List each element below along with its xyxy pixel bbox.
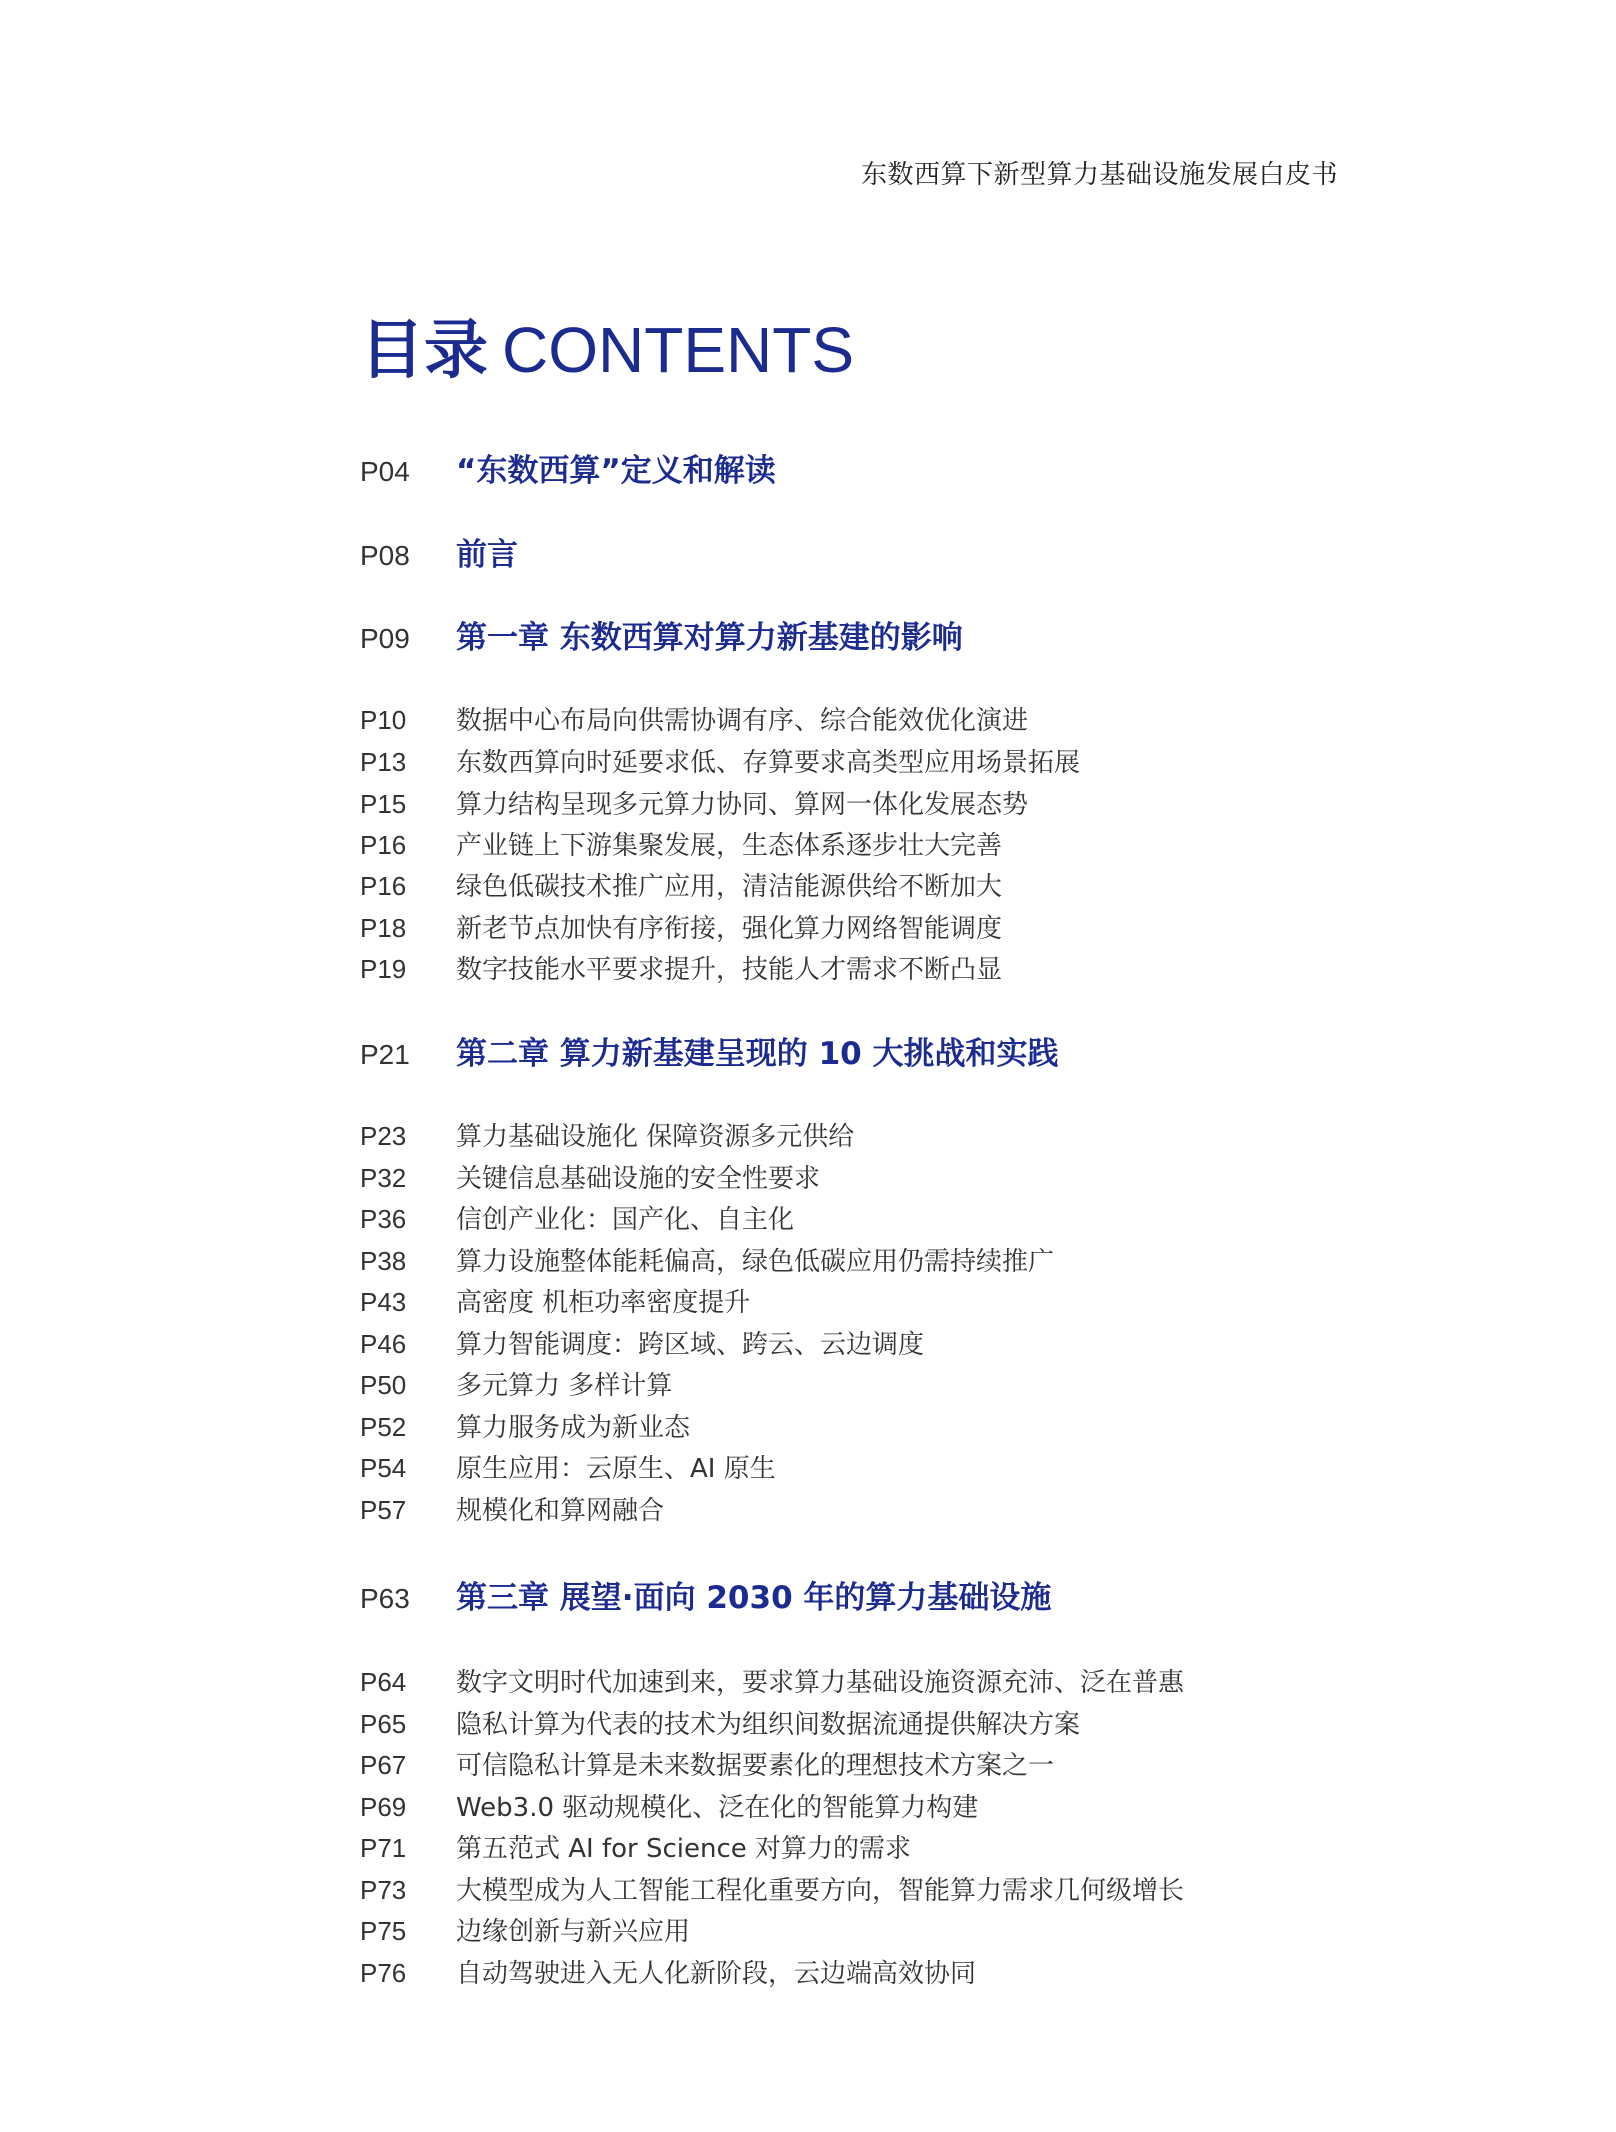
toc-page-number: P04 (360, 456, 410, 487)
toc-entry[interactable] (360, 1116, 854, 1156)
toc-entry-chapter-1[interactable] (360, 618, 963, 658)
toc-entry-title: 关键信息基础设施的安全性要求 (456, 1164, 821, 1194)
toc-page-number: P18 (360, 913, 407, 943)
toc-entry[interactable] (360, 1282, 750, 1322)
toc-title-en: CONTENTS (502, 314, 854, 386)
toc-entry-chapter-2[interactable] (360, 1034, 1059, 1074)
toc-page-number: P13 (360, 747, 407, 777)
toc-page-number: P69 (360, 1792, 407, 1822)
toc-entry[interactable] (360, 1745, 1054, 1785)
toc-page-number: P76 (360, 1958, 407, 1988)
toc-page-number: P73 (360, 1875, 407, 1905)
toc-page-number: P23 (360, 1121, 407, 1151)
toc-entry-preface[interactable] (360, 535, 518, 575)
toc-page-number: P15 (360, 789, 407, 819)
toc-entry-title: 隐私计算为代表的技术为组织间数据流通提供解决方案 (456, 1710, 1081, 1740)
toc-entry-title: 数字文明时代加速到来，要求算力基础设施资源充沛、泛在普惠 (456, 1668, 1185, 1698)
toc-entry[interactable] (360, 825, 1002, 865)
toc-entry[interactable] (360, 1199, 794, 1239)
toc-entry[interactable] (360, 784, 1028, 824)
toc-page-number: P32 (360, 1163, 407, 1193)
toc-page-number: P43 (360, 1287, 407, 1317)
toc-entry-title: 信创产业化：国产化、自主化 (456, 1205, 795, 1235)
toc-page-number: P50 (360, 1370, 407, 1400)
toc-page-number: P64 (360, 1667, 407, 1697)
toc-entry[interactable] (360, 908, 1002, 948)
toc-page-number: P67 (360, 1750, 407, 1780)
toc-entry[interactable] (360, 1704, 1080, 1744)
toc-entry[interactable] (360, 1158, 820, 1198)
toc-page-number: P19 (360, 954, 407, 984)
toc-entry-title: 自动驾驶进入无人化新阶段，云边端高效协同 (456, 1959, 977, 1989)
toc-page-number: P09 (360, 623, 410, 654)
toc-entry-title: 新老节点加快有序衔接，强化算力网络智能调度 (456, 914, 1003, 944)
toc-entry-title: 多元算力 多样计算 (456, 1371, 673, 1401)
toc-entry[interactable] (360, 1448, 776, 1488)
toc-entry-title: 规模化和算网融合 (456, 1496, 665, 1526)
toc-entry-title: 算力基础设施化 保障资源多元供给 (456, 1122, 855, 1152)
toc-entry-chapter-3[interactable] (360, 1578, 1051, 1618)
toc-entry-title: 边缘创新与新兴应用 (456, 1917, 691, 1947)
toc-entry-title: Web3.0 驱动规模化、泛在化的智能算力构建 (456, 1793, 979, 1823)
toc-entry-title: 绿色低碳技术推广应用，清洁能源供给不断加大 (456, 872, 1003, 902)
toc-entry-title: 产业链上下游集聚发展，生态体系逐步壮大完善 (456, 831, 1003, 861)
toc-title-zh: 目录 (360, 314, 488, 388)
toc-page-number: P16 (360, 830, 407, 860)
toc-page-number: P71 (360, 1833, 407, 1863)
toc-page-number: P57 (360, 1495, 407, 1525)
toc-entry-title: 大模型成为人工智能工程化重要方向，智能算力需求几何级增长 (456, 1876, 1185, 1906)
toc-entry[interactable] (360, 1911, 690, 1951)
toc-entry-title: 算力设施整体能耗偏高，绿色低碳应用仍需持续推广 (456, 1247, 1055, 1277)
toc-page-number: P38 (360, 1246, 407, 1276)
toc-page-number: P63 (360, 1583, 410, 1614)
toc-page-number: P52 (360, 1412, 407, 1442)
toc-entry-title: 第二章 算力新基建呈现的 10 大挑战和实践 (456, 1036, 1059, 1072)
toc-page-number: P54 (360, 1453, 407, 1483)
toc-entry-title: 算力服务成为新业态 (456, 1413, 691, 1443)
toc-page-number: P21 (360, 1039, 410, 1070)
toc-entry[interactable] (360, 1787, 978, 1827)
toc-entry-title: 原生应用：云原生、AI 原生 (456, 1454, 776, 1484)
toc-page-number: P36 (360, 1204, 407, 1234)
toc-entry-title: 前言 (456, 537, 518, 573)
toc-entry[interactable] (360, 1324, 924, 1364)
toc-entry[interactable] (360, 866, 1002, 906)
toc-entry-title: 高密度 机柜功率密度提升 (456, 1288, 751, 1318)
toc-page-number: P10 (360, 705, 407, 735)
toc-entry[interactable] (360, 700, 1028, 740)
toc-entry-definition[interactable] (360, 451, 776, 491)
toc-entry-title: 东数西算向时延要求低、存算要求高类型应用场景拓展 (456, 748, 1081, 778)
toc-entry[interactable] (360, 1662, 1184, 1702)
toc-entry-title: 第五范式 AI for Science 对算力的需求 (456, 1834, 912, 1864)
toc-entry-title: 可信隐私计算是未来数据要素化的理想技术方案之一 (456, 1751, 1055, 1781)
toc-entry[interactable] (360, 1365, 672, 1405)
toc-page-number: P46 (360, 1329, 407, 1359)
running-header: 东数西算下新型算力基础设施发展白皮书 (860, 160, 1338, 190)
toc-entry-title: 算力智能调度：跨区域、跨云、云边调度 (456, 1330, 925, 1360)
toc-entry[interactable] (360, 1407, 690, 1447)
toc-page-number: P16 (360, 871, 407, 901)
toc-entry-title: “东数西算”定义和解读 (456, 453, 776, 489)
toc-entry-title: 第三章 展望·面向 2030 年的算力基础设施 (456, 1580, 1052, 1616)
toc-page-number: P65 (360, 1709, 407, 1739)
toc-entry[interactable] (360, 1828, 911, 1868)
toc-entry[interactable] (360, 1241, 1054, 1281)
toc-page-number: P08 (360, 540, 410, 571)
toc-entry-title: 算力结构呈现多元算力协同、算网一体化发展态势 (456, 790, 1029, 820)
toc-title (360, 310, 854, 390)
toc-entry-title: 数字技能水平要求提升，技能人才需求不断凸显 (456, 955, 1003, 985)
toc-entry[interactable] (360, 949, 1002, 989)
toc-page-number: P75 (360, 1916, 407, 1946)
toc-entry[interactable] (360, 742, 1080, 782)
toc-entry[interactable] (360, 1490, 664, 1530)
toc-entry-title: 第一章 东数西算对算力新基建的影响 (456, 620, 963, 656)
toc-entry[interactable] (360, 1953, 976, 1993)
toc-entry-title: 数据中心布局向供需协调有序、综合能效优化演进 (456, 706, 1029, 736)
toc-entry[interactable] (360, 1870, 1184, 1910)
